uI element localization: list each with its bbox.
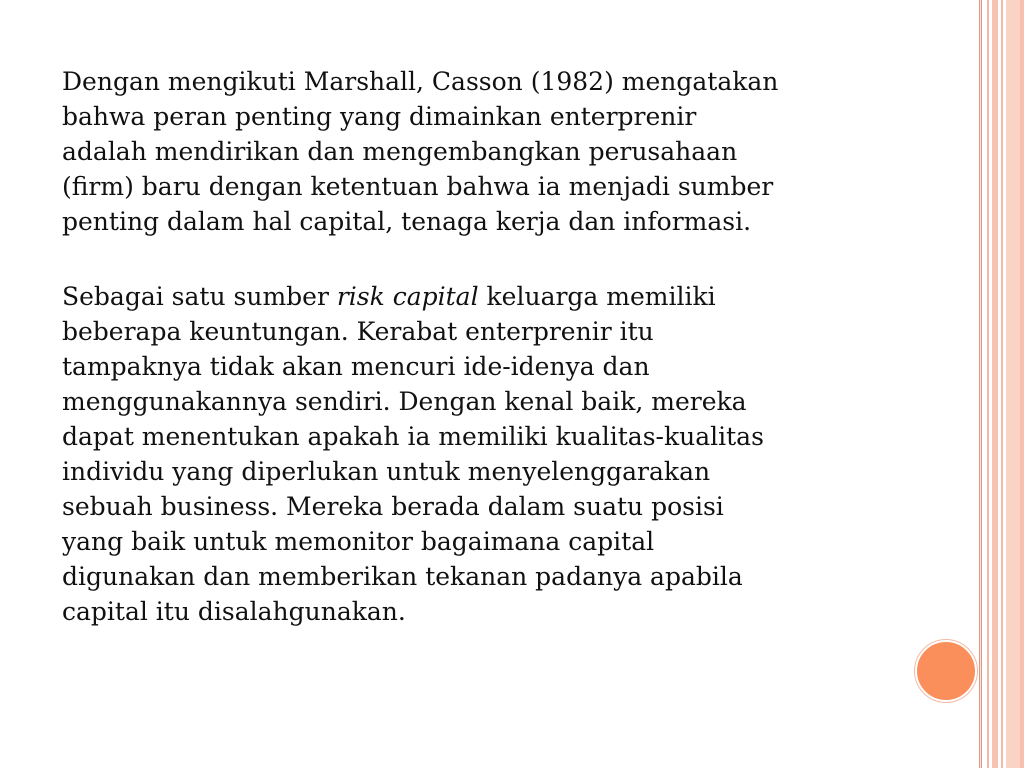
paragraph-1: Dengan mengikuti Marshall, Casson (1982) mengatakan bahwa peran penting yang dimainkan enterprenir adalah mendirikan dan mengembangkan perusahaan (firm) baru dengan ketentuan bahwa ia menjadi sumber penting dalam hal capital, tenaga kerja dan informasi. — [62, 67, 779, 236]
decorative-stripe — [987, 0, 989, 768]
paragraph-2-rest: keluarga memiliki beberapa keuntungan. Kerabat enterprenir itu tampaknya tidak akan mencuri ide-idenya dan menggunakannya sendiri. Dengan kenal baik, mereka dapat menentukan apakah ia memiliki kualitas-kualitas individu yang diperlukan untuk menyelenggarakan sebuah business. Mereka berada dalam suatu posisi yang baik untuk memonitor bagaimana capital digunakan dan memberikan tekanan padanya apabila capital itu disalahgunakan. — [62, 282, 764, 626]
decorative-circle — [915, 640, 977, 702]
paragraph-2-italic-term: risk capital — [336, 282, 479, 311]
decorative-stripe — [1001, 0, 1003, 768]
paragraph-2-lead: Sebagai satu sumber — [62, 282, 337, 311]
decorative-stripe — [1020, 0, 1024, 768]
decorative-stripe — [979, 0, 982, 768]
decorative-stripe — [992, 0, 998, 768]
paragraph-2 — [62, 279, 967, 629]
slide-body — [62, 64, 967, 629]
